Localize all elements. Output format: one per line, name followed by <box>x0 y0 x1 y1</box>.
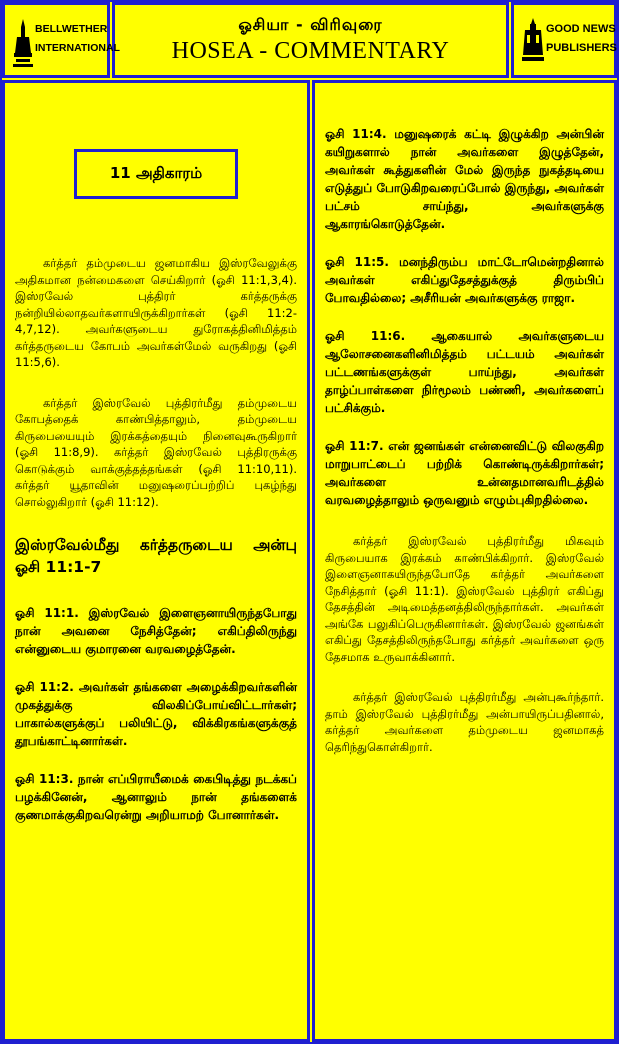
chapter-heading: 11 அதிகாரம் <box>74 149 238 199</box>
right-paragraph-1 <box>325 533 604 665</box>
verse-11-4: ஓசி 11:4. மனுஷரைக் கட்டி இழுக்கிற அன்பின் கயிறுகளால் நான் அவர்களை இழுத்தேன், அவர்கள் கூத்துகளின் மேல் இருந்த நுகத்தடியை எடுத்துப் போடுகிறவரைப்போல் இருந்து, அவர்கள் பட்சம் சாய்ந்து, அவர்களுக்கு ஆகாரங்கொடுத்தேன். <box>325 127 604 231</box>
verse-11-3: ஓசி 11:3. நான் எப்பிராயீமைக் கைபிடித்து நடக்கப் பழக்கினேன், ஆனாலும் நான் தங்களைக் குணமாக்குகிறவரென்று அறியாமற் போனார்கள். <box>15 772 297 822</box>
verse-11-1: ஓசி 11:1. இஸ்ரவேல் இளைஞனாயிருந்தபோது நான் அவனை நேசித்தேன்; எகிப்திலிருந்து என்னுடைய குமாரனை வரவழைத்தேன். <box>15 606 297 656</box>
section-heading: இஸ்ரவேல்மீது கர்த்தருடைய அன்பு ஓசி 11:1-7 <box>15 536 297 576</box>
left-intro-paragraph-1 <box>15 255 297 371</box>
left-intro-paragraph-1-text: கர்த்தர் தம்முடைய ஜனமாகிய இஸ்ரவேலுக்கு அதிகமான நன்மைகளை செய்கிறார் (ஓசி 11:1,3,4). இஸ்ரவேல் புத்திரர் கர்த்தருக்கு நன்றியில்லாதவர்களாயிருக்கிறார்கள் (ஓசி 11:2-4,7,12). அவர்களுடைய துரோகத்தினிமித்தம் கர்த்தருடைய கோபம் அவர்கள்மேல் வருகிறது (ஓசி 11:5,6). <box>15 256 297 369</box>
verse-11-2: ஓசி 11:2. அவர்கள் தங்களை அழைக்கிறவர்களின் முகத்துக்கு விலகிப்போய்விட்டார்கள்; பாகால்களுக்குப் பலியிட்டு, விக்கிரகங்களுக்குத் தூபங்காட்டினார்கள். <box>15 680 297 748</box>
bellwether-logo-icon <box>12 17 34 69</box>
good-news-logo-line2: PUBLISHERS <box>546 42 617 54</box>
verse-11-7: ஓசி 11:7. என் ஜனங்கள் என்னைவிட்டு விலகுகிற மாறுபாட்டைப் பற்றிக் கொண்டிருக்கிறார்கள்; அவர்களை உன்னதமானவரிடத்தில் வரவழைத்தாலும் ஒருவனும் எழும்புகிறதில்லை. <box>325 439 604 507</box>
right-paragraph-2 <box>325 689 604 755</box>
right-paragraph-2-text: கர்த்தர் இஸ்ரவேல் புத்திரர்மீது அன்புகூர்ந்தார். தாம் இஸ்ரவேல் புத்திரர்மீது அன்பாயிருப்பதினால், கர்த்தர் அவர்களை தம்முடைய ஜனமாகத் தெரிந்துகொள்கிறார். <box>325 690 604 754</box>
left-column <box>2 80 310 1042</box>
good-news-logo-line1: GOOD NEWS <box>546 23 616 35</box>
left-intro-paragraph-2-text: கர்த்தர் இஸ்ரவேல் புத்திரர்மீது தம்முடைய கோபத்தைக் காண்பித்தாலும், தம்முடைய கிருபையையும் இரக்கத்தையும் நினைவுகூருகிறார் (ஓசி 11:8,9). கர்த்தர் இஸ்ரவேல் புத்திரருக்கு கொடுக்கும் வாக்குத்தத்தங்கள் (ஓசி 11:10,11). கர்த்தர் யூதாவின் மனுஷரைப்பற்றிப் புகழ்ந்து சொல்லுகிறார் (ஓசி 11:12). <box>15 395 297 509</box>
good-news-logo <box>511 2 617 78</box>
english-title: HOSEA - COMMENTARY <box>171 38 450 64</box>
right-paragraph-1-text: கர்த்தர் இஸ்ரவேல் புத்திரர்மீது மிகவும் கிருபையாக இரக்கம் காண்பிக்கிறார். இஸ்ரவேல் இளைஞனாகயிருந்தபோதே கர்த்தர் அவர்களை நேசித்தார் (ஓசி 11:1). இஸ்ரவேல் புத்திரர் எகிப்து தேசத்தின் அடிமைத்தனத்திலிருந்தார்கள். அவர்கள் அங்கே பலுகிப்பெருகினார்கள். இஸ்ரவேல் ஜனங்கள் எகிப்து தேசத்திலிருந்தபோது கர்த்தர் அவர்களை ஒரு தேசமாக உருவாக்கினார். <box>325 534 604 664</box>
verse-11-5: ஓசி 11:5. மனந்திரும்ப மாட்டோமென்றதினால் அவர்கள் எகிப்துதேசத்துக்குத் திரும்பிப் போவதில்லை; அசீரியன் அவர்களுக்கு ராஜா. <box>325 255 604 305</box>
tamil-title: ஓசியா - விரிவுரை <box>238 15 383 34</box>
verse-11-6: ஓசி 11:6. ஆகையால் அவர்களுடைய ஆலோசனைகளினிமித்தம் பட்டயம் அவர்கள் பட்டணங்களுக்குள் பாய்ந்து, அவர்கள் தாழ்ப்பாள்களை நிர்மூலம் பண்ணி, அவர்களைப் பட்சிக்கும். <box>325 329 604 415</box>
bellwether-logo-line1: BELLWETHER <box>35 23 108 35</box>
bellwether-logo <box>2 2 120 78</box>
bellwether-logo-line2: INTERNATIONAL <box>35 42 120 54</box>
title-box <box>112 2 509 78</box>
header <box>2 2 617 78</box>
good-news-logo-icon <box>522 17 544 63</box>
content-columns <box>2 80 617 1042</box>
right-column <box>312 80 617 1042</box>
left-intro-paragraph-2 <box>15 395 297 511</box>
